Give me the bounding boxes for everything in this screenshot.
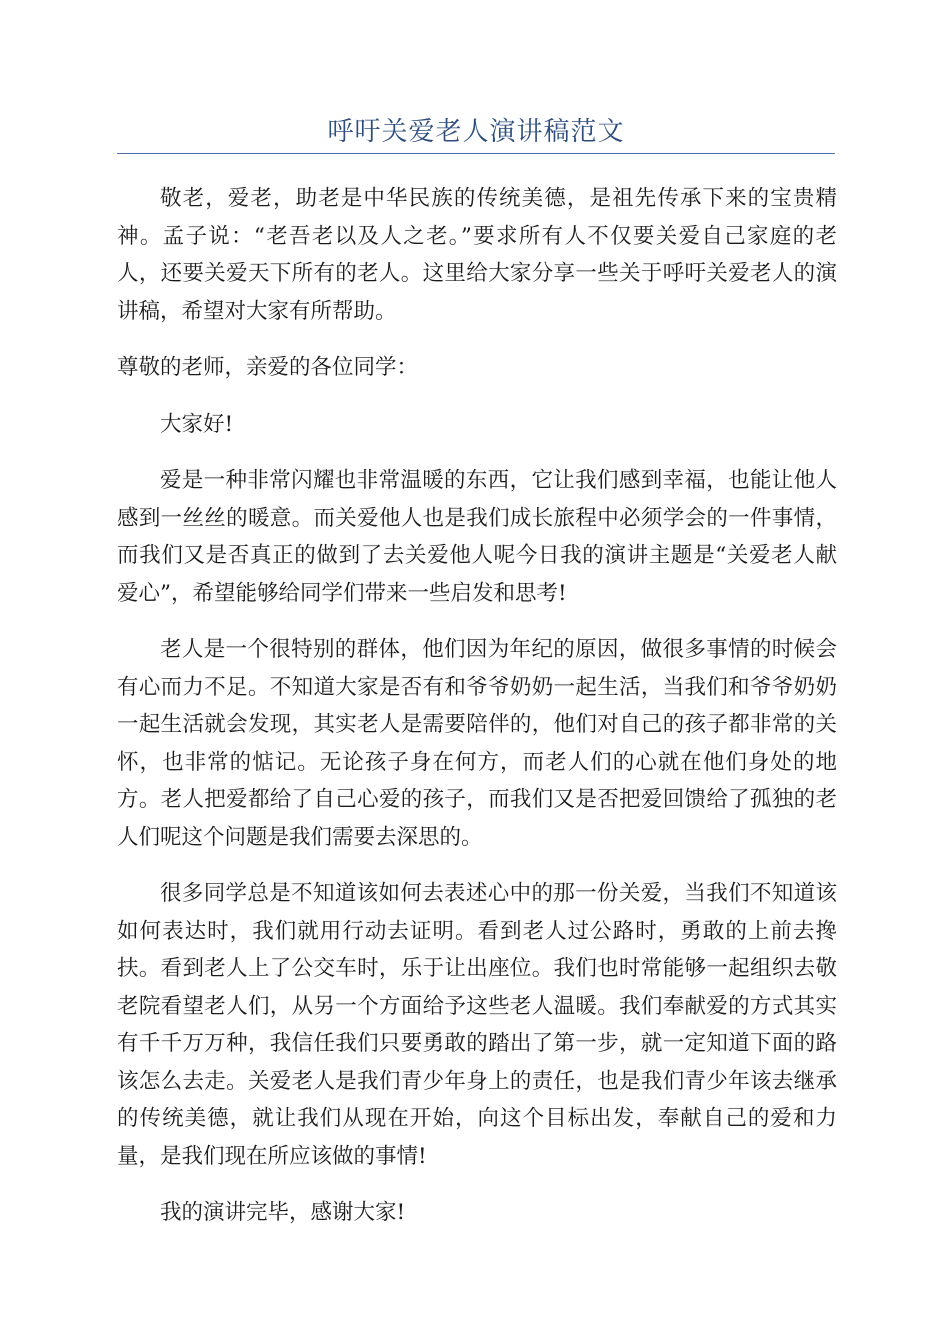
paragraph-closing: 我的演讲完毕，感谢大家! [160,1200,406,1225]
paragraph-body-3: 很多同学总是不知道该如何去表述心中的那一份关爱，当我们不知道该如何表达时，我们就用行动去证明。看到老人过公路时，勇敢的上前去搀扶。看到老人上了公交车时，乐于让出座位。我们也时常能够一起组织去敬老院看望老人们，从另一个方面给予这些老人温暖。我们奉献爱的方式其实有千千万万种，我信任我们只要勇敢的踏出了第一步，就一定知道下面的路该怎么去走。关爱老人是我们青少年身上的责任，也是我们青少年该去继承的传统美德，就让我们从现在开始，向这个目标出发，奉献自己的爱和力量，是我们现在所应该做的事情! [117,881,837,1169]
paragraph-greeting: 大家好! [160,411,234,437]
document-title: 呼吁关爱老人演讲稿范文 [327,117,625,147]
paragraph-body-1: 爱是一种非常闪耀也非常温暖的东西，它让我们感到幸福，也能让他人感到一丝丝的暖意。而关爱他人也是我们成长旅程中必须学会的一件事情，而我们又是否真正的做到了去关爱他人呢今日我的演讲主题是“关爱老人献爱心”，希望能够给同学们带来一些启发和思考! [117,468,837,606]
paragraph-body-2: 老人是一个很特别的群体，他们因为年纪的原因，做很多事情的时候会有心而力不足。不知道大家是否有和爷爷奶奶一起生活，当我们和爷爷奶奶一起生活就会发现，其实老人是需要陪伴的，他们对自己的孩子都非常的关怀，也非常的惦记。无论孩子身在何方，而老人们的心就在他们身处的地方。老人把爱都给了自己心爱的孩子，而我们又是否把爱回馈给了孤独的老人们呢这个问题是我们需要去深思的。 [117,637,837,850]
title-underline [117,153,835,154]
document-body [117,180,837,1251]
paragraph-salutation: 尊敬的老师，亲爱的各位同学： [117,355,419,380]
paragraph-intro: 敬老，爱老，助老是中华民族的传统美德，是祖先传承下来的宝贵精神。孟子说：“老吾老以及人之老。”要求所有人不仅要关爱自己家庭的老人，还要关爱天下所有的老人。这里给大家分享一些关于呼吁关爱老人的演讲稿，希望对大家有所帮助。 [117,186,837,324]
